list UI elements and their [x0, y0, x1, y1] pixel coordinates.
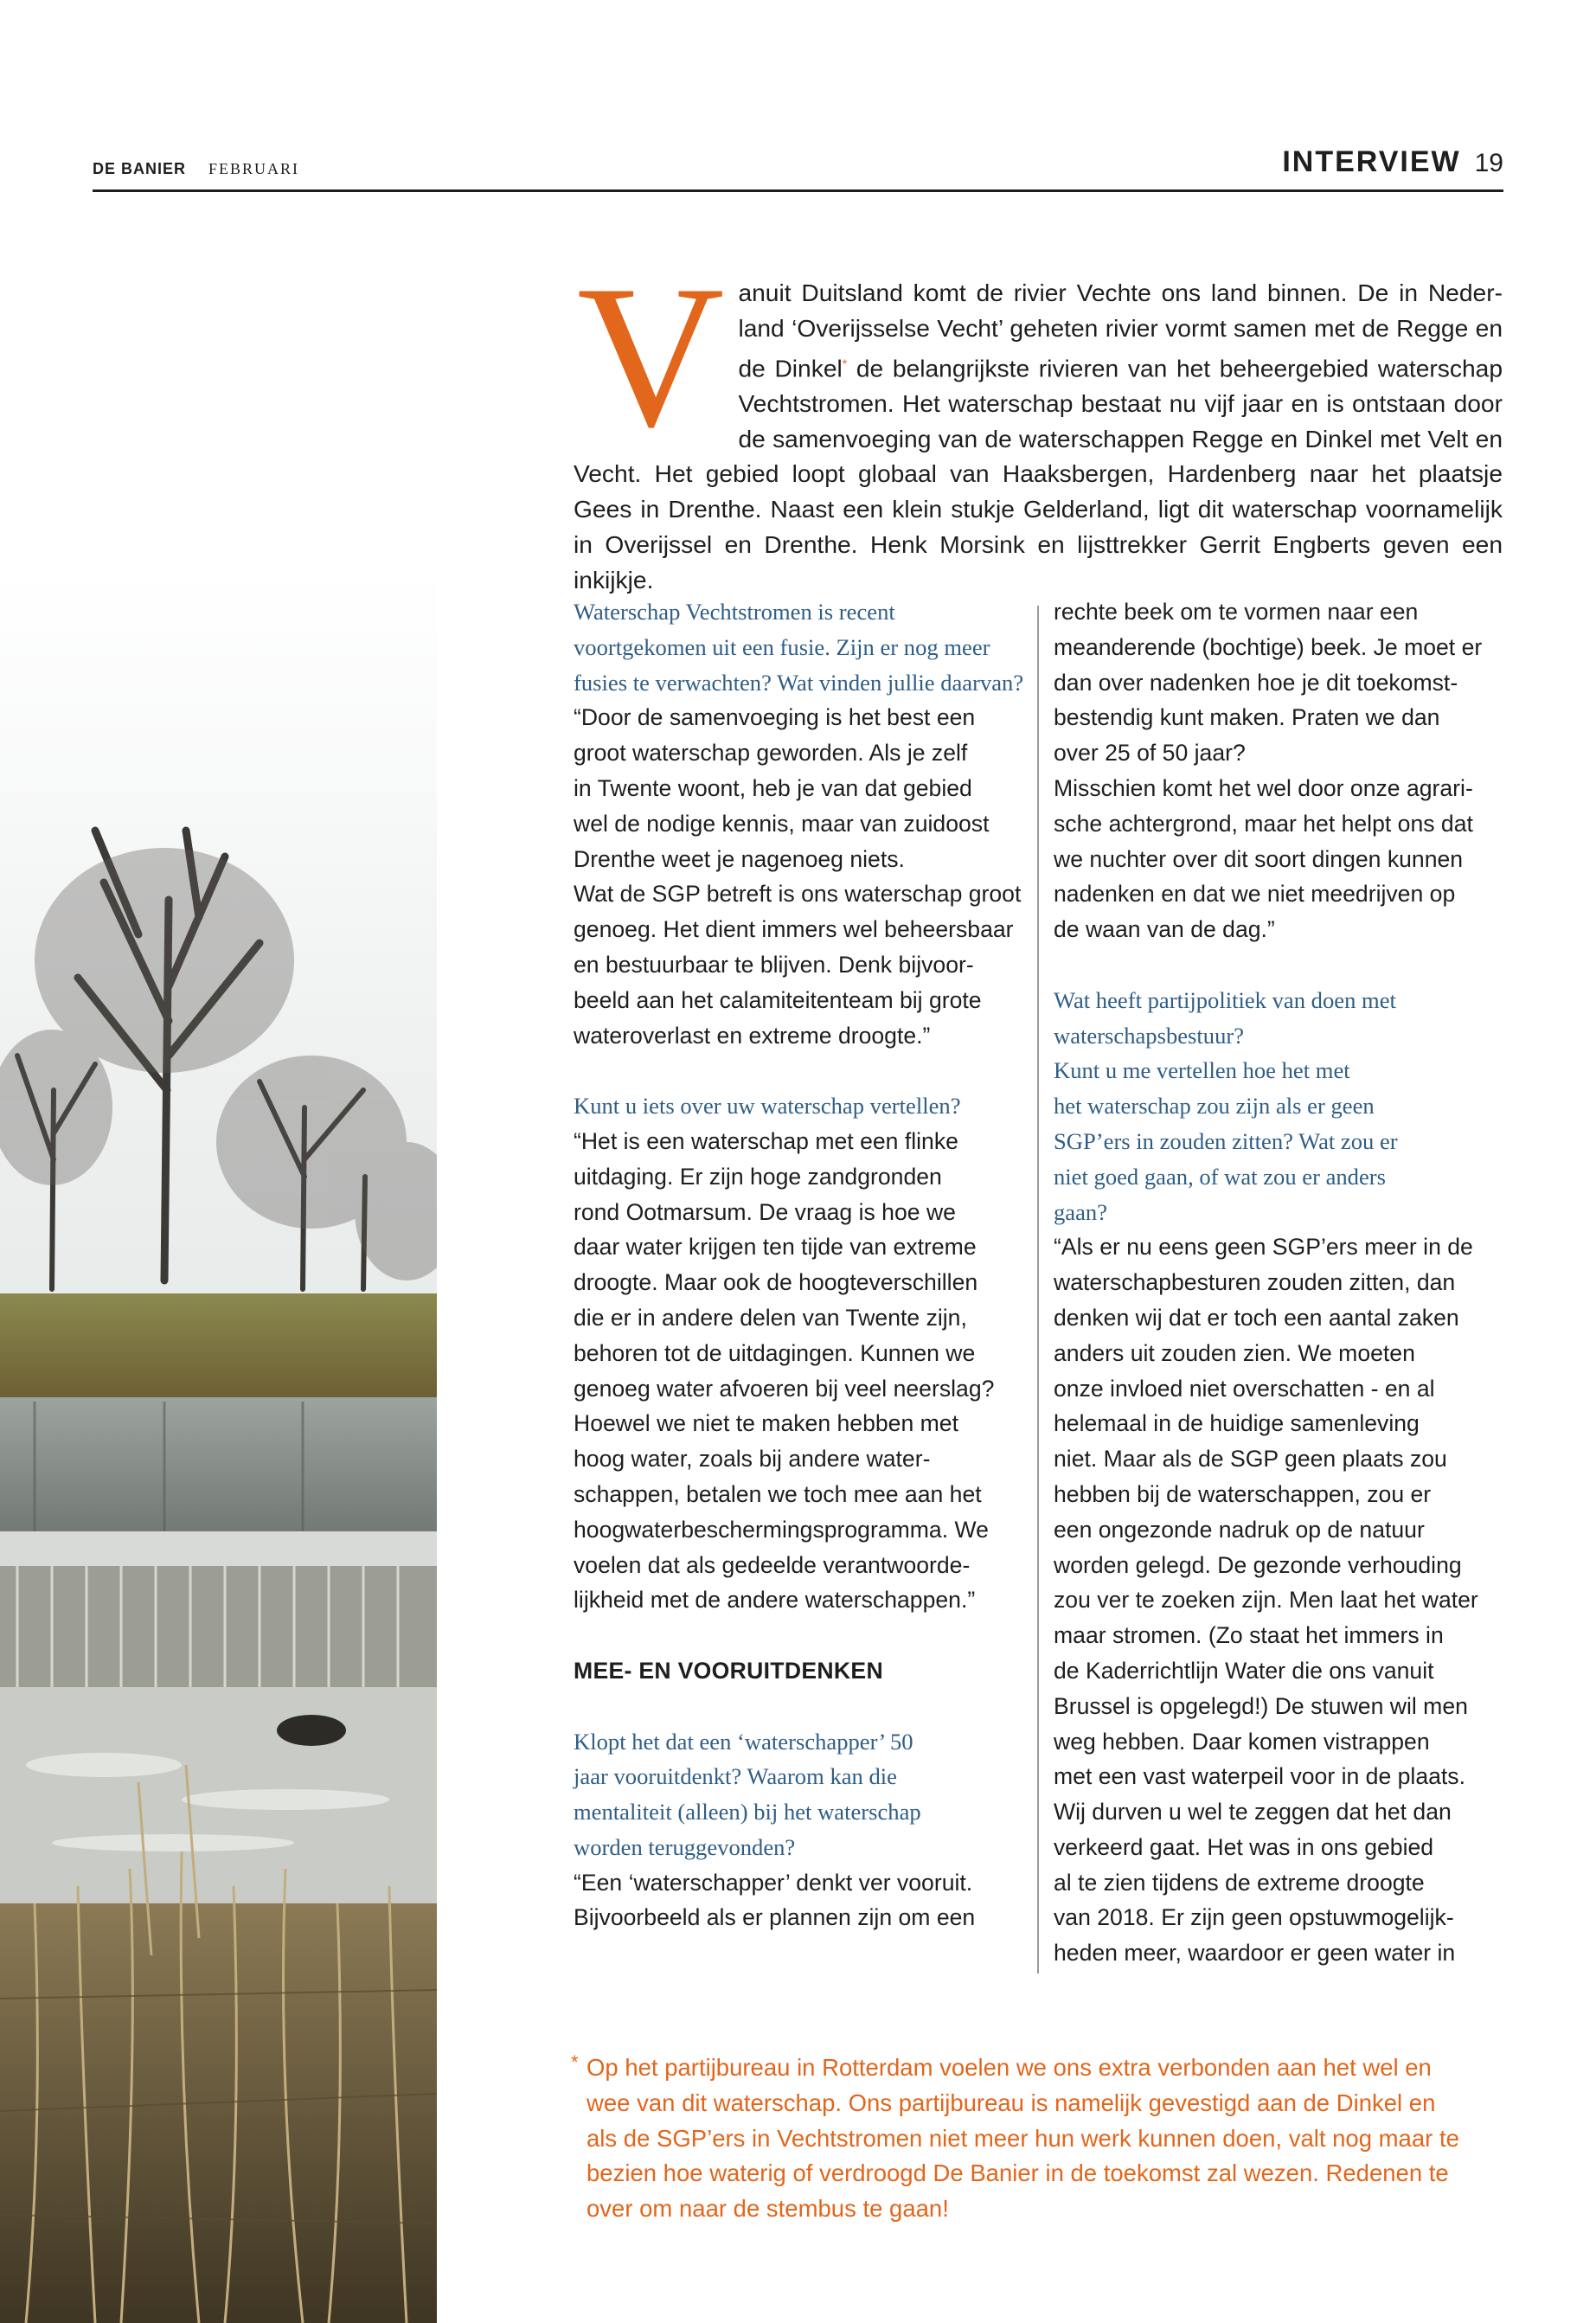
answer-line: een ongezonde nadruk op de natuur: [1054, 1516, 1425, 1543]
drop-cap: V: [577, 244, 725, 470]
footnote-line: Op het partijbureau in Rotterdam voelen we ons extra verbonden aan het wel en: [586, 2054, 1432, 2081]
answer-line: maar stromen. (Zo staat het immers in: [1054, 1622, 1444, 1649]
answer-line: uitdaging. Er zijn hoge zandgronden: [574, 1163, 942, 1190]
answer-line: “Het is een waterschap met een flinke: [574, 1127, 958, 1154]
answer-line: en bestuurbaar te blijven. Denk bijvoor-: [574, 951, 974, 978]
answer-line: Drenthe weet je nagenoeg niets.: [574, 845, 905, 872]
question-fusion: Waterschap Vechtstromen is recent voortgekomen uit een fusie. Zijn er nog meer fusies te verwachten? Wat vinden jullie daarvan?: [574, 599, 1024, 696]
answer-line: bestendig kunt maken. Praten we dan: [1054, 704, 1440, 731]
answer-line: worden gelegd. De gezonde verhouding: [1054, 1551, 1462, 1578]
answer-line: onze invloed niet overschatten - en al: [1054, 1375, 1435, 1402]
magazine-name: DE BANIER: [93, 160, 187, 177]
answer-line: droogte. Maar ook de hoogteverschillen: [574, 1269, 978, 1296]
article-column-left: [574, 594, 1027, 1935]
answer-line: groot waterschap geworden. Als je zelf: [574, 740, 968, 767]
answer-line: Hoewel we niet te maken hebben met: [574, 1410, 958, 1437]
answer-line: dan over nadenken hoe je dit toekomst-: [1054, 669, 1458, 696]
answer-line: we nuchter over dit soort dingen kunnen: [1054, 845, 1464, 872]
answer-line: niet. Maar als de SGP geen plaats zou: [1054, 1446, 1447, 1473]
answer-line: zou ver te zoeken zijn. Men laat het water: [1054, 1587, 1478, 1614]
answer-line: voelen dat als gedeelde verantwoorde-: [574, 1551, 971, 1578]
article-column-right: [1054, 594, 1507, 1971]
answer-line: waterschapbesturen zouden zitten, dan: [1054, 1269, 1456, 1296]
footnote-marker: *: [842, 356, 848, 370]
question-line: Klopt het dat een ‘waterschapper’ 50: [574, 1728, 913, 1755]
answer-line: rechte beek om te vormen naar een: [1054, 599, 1419, 625]
answer-line: “Een ‘waterschapper’ denkt ver vooruit.: [574, 1869, 973, 1896]
answer-line: behoren tot de uitdagingen. Kunnen we: [574, 1339, 976, 1366]
answer-line: Wat de SGP betreft is ons waterschap groot: [574, 881, 1022, 908]
answer-line: Brussel is opgelegd!) De stuwen wil men: [1054, 1692, 1468, 1719]
answer-line: wel de nodige kennis, maar van zuidoost: [574, 810, 990, 837]
answer-line: hoog water, zoals bij andere water-: [574, 1446, 931, 1473]
footnote-line: bezien hoe waterig of verdroogd De Banier in de toekomst zal wezen. Redenen te: [586, 2159, 1449, 2187]
answer-line: denken wij dat er toch een aantal zaken: [1054, 1304, 1459, 1331]
question-line: gaan?: [1054, 1198, 1108, 1225]
river-weir-photo: [0, 571, 437, 2323]
issue-month: FEBRUARI: [208, 160, 300, 177]
answer-line: nadenken en dat we niet meedrijven op: [1054, 881, 1456, 908]
question-line: Wat heeft partijpolitiek van doen met: [1054, 986, 1396, 1013]
answer-line: al te zien tijdens de extreme droogte: [1054, 1869, 1425, 1896]
answer-line: van 2018. Er zijn geen opstuwmogelijk-: [1054, 1904, 1454, 1931]
answer-line: in Twente woont, heb je van dat gebied: [574, 774, 972, 801]
header-rule: [93, 189, 1503, 192]
answer-line: de Kaderrichtlijn Water die ons vanuit: [1054, 1657, 1434, 1684]
answer-line: de waan van de dag.”: [1054, 916, 1275, 943]
answer-line: heden meer, waardoor er geen water in: [1054, 1940, 1456, 1967]
intro-text-rest: de belangrijkste rivieren van het beheergebied waterschap Vechtstromen. Het waterschap bestaat nu vijf jaar en is ontstaan door de samenvoeging van de waterschappen Regge en Dinkel met Velt en Vecht. Het gebied loopt globaal van Haaksbergen, Hardenberg naar het plaatsje Gees in Drenthe. Naast een klein stukje Gelderland, ligt dit waterschap voornamelijk in Overijssel en Drenthe. Henk Morsink en lijsttrekker Gerrit Engberts geven een inkijkje.: [574, 353, 1503, 594]
answer-line: “Als er nu eens geen SGP’ers meer in de: [1054, 1234, 1473, 1261]
intro-text-start: anuit Duitsland komt de rivier Vechte ons land binnen. De in Nederland ‘Overijsselse Vecht’ geheten rivier vormt samen met de Regge en de Dinkel: [738, 279, 1503, 382]
footnote-line: wee van dit waterschap. Ons partijbureau is namelijk gevestigd aan de Dinkel en: [586, 2089, 1436, 2116]
question-line: het waterschap zou zijn als er geen: [1054, 1093, 1375, 1120]
footnote-line: als de SGP’ers in Vechtstromen niet meer hun werk kunnen doen, valt nog maar te: [586, 2124, 1459, 2152]
answer-line: rond Ootmarsum. De vraag is hoe we: [574, 1198, 956, 1225]
answer-line: genoeg. Het dient immers wel beheersbaar: [574, 916, 1014, 943]
subheading: MEE- EN VOORUITDENKEN: [574, 1657, 883, 1684]
running-header-right: [1282, 145, 1503, 179]
answer-line: anders uit zouden zien. We moeten: [1054, 1339, 1415, 1366]
question-line: worden teruggevonden?: [574, 1833, 796, 1860]
answer-line: Misschien komt het wel door onze agrari-: [1054, 774, 1473, 801]
answer-line: helemaal in de huidige samenleving: [1054, 1410, 1420, 1437]
question-line: jaar vooruitdenkt? Waarom kan die: [574, 1763, 897, 1790]
answer-line: verkeerd gaat. Het was in ons gebied: [1054, 1833, 1434, 1860]
footnote: [571, 2050, 1471, 2227]
answer-line: die er in andere delen van Twente zijn,: [574, 1304, 967, 1331]
intro-paragraph: [574, 244, 1503, 598]
answer-line: schappen, betalen we toch mee aan het: [574, 1480, 982, 1507]
question-line: mentaliteit (alleen) bij het waterschap: [574, 1799, 921, 1826]
answer-line: sche achtergrond, maar het helpt ons dat: [1054, 810, 1473, 837]
answer-line: genoeg water afvoeren bij veel neerslag?: [574, 1375, 995, 1402]
answer-line: weg hebben. Daar komen vistrappen: [1054, 1728, 1430, 1755]
question-line: waterschapsbestuur?: [1054, 1022, 1245, 1049]
answer-line: met een vast waterpeil voor in de plaats.: [1054, 1763, 1465, 1790]
answer-line: hoogwaterbeschermingsprogramma. We: [574, 1516, 989, 1543]
answer-line: Bijvoorbeeld als er plannen zijn om een: [574, 1904, 976, 1931]
answer-line: hebben bij de waterschappen, zou er: [1054, 1480, 1432, 1507]
running-header-left: [93, 160, 299, 178]
answer-line: over 25 of 50 jaar?: [1054, 740, 1246, 767]
answer-line: meanderende (bochtige) beek. Je moet er: [1054, 633, 1483, 660]
answer-line: lijkheid met de andere waterschappen.”: [574, 1587, 976, 1614]
answer-line: Wij durven u wel te zeggen dat het dan: [1054, 1799, 1452, 1826]
page-number: 19: [1474, 149, 1503, 177]
section-title: INTERVIEW: [1282, 145, 1461, 178]
answer-line: wateroverlast en extreme droogte.”: [574, 1022, 931, 1049]
question-line: SGP’ers in zouden zitten? Wat zou er: [1054, 1127, 1398, 1154]
answer-line: daar water krijgen ten tijde van extreme: [574, 1234, 977, 1261]
footnote-line: over om naar de stembus te gaan!: [586, 2195, 949, 2223]
question-line: niet goed gaan, of wat zou er anders: [1054, 1163, 1386, 1190]
question-line: Kunt u me vertellen hoe het met: [1054, 1057, 1350, 1084]
footnote-star: *: [571, 2051, 579, 2073]
column-divider: [1037, 606, 1039, 1973]
question-waterschap: Kunt u iets over uw waterschap vertellen?: [574, 1093, 961, 1120]
answer-line: beeld aan het calamiteitenteam bij grote: [574, 986, 982, 1013]
answer-line: “Door de samenvoeging is het best een: [574, 704, 976, 731]
